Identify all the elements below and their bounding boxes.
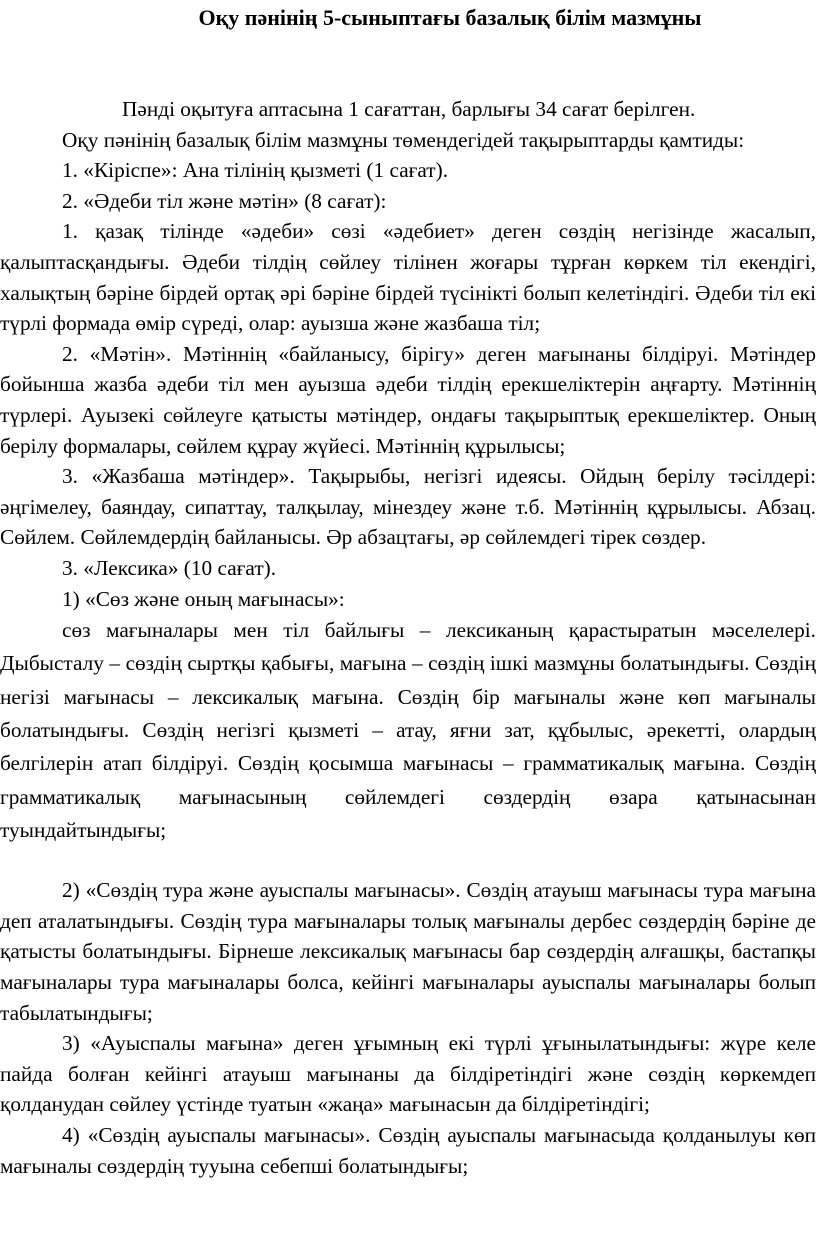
section-2-item-1: 1. қазақ тілінде «әдеби» сөзі «әдебиет» деген сөздің негізінде жасалып, қалыптасқандығы. Әдеби тілдің сөйлеу тілінен жоғары тұрған көркем тіл екендігі, халықтың бәріне бірдей ортақ әрі бәріне бірдей түсінікті болып келетіндігі. Әдеби тіл екі түрлі формада өмір сүреді, олар: ауызша және жазбаша тіл; [0, 219, 816, 336]
section-3-item-3: 3) «Ауыспалы мағына» деген ұғымның екі түрлі ұғынылатындығы: жүре келе пайда болған кейінгі атауыш мағынаны да білдіретіндігі және сөздің көркемдеп қолданудан сөйлеу үстінде туатын «жаңа» мағынасын да білдіретіндігі; [0, 1031, 816, 1117]
paragraph-intro: Пәнді оқытуға аптасына 1 сағаттан, барлығы 34 сағат берілген. [122, 97, 696, 121]
section-1-heading: 1. «Кіріспе»: Ана тілінің қызметі (1 сағат). [62, 158, 449, 183]
section-3-item-2: 2) «Сөздің тура және ауыспалы мағынасы». Сөздің атауыш мағынасы тура мағына деп аталатындығы. Сөздің тура мағыналары толық мағыналы дербес сөздердің бәріне де қатысты болатындығы. Бірнеше лексикалық мағынасы бар сөздердің алғашқы, бастапқы мағыналары тура мағыналары болса, кейінгі мағыналары ауыспалы мағыналары болып табылатындығы; [0, 878, 816, 1025]
section-2-item-2: 2. «Мәтін». Мәтіннің «байланысу, бірігу» деген мағынаны білдіруі. Мәтіндер бойынша жазба әдеби тіл мен ауызша әдеби тілдің ерекшеліктерін аңғарту. Мәтіннің түрлері. Ауызекі сөйлеуге қатысты мәтіндер, ондағы тақырыптық ерекшеліктер. Оның берілу формалары, сөйлем құрау жүйесі. Мәтіннің құрылысы; [0, 341, 816, 458]
section-3-item-1-body: сөз мағыналары мен тіл байлығы – лексиканың қарастыратын мәселелері. Дыбысталу – сөздің сыртқы қабығы, мағына – сөздің ішкі мазмұны болатындығы. Сөздің негізі мағынасы – лексикалық мағына. Сөздің бір мағыналы және көп мағыналы болатындығы. Сөздің негізгі қызметі – атау, яғни зат, құбылыс, әрекетті, олардың белгілерін атап білдіруі. Сөздің қосымша мағынасы – грамматикалық мағына. Сөздің грамматикалық мағынасының сөйлемдегі сөздердің өзара қатынасынан туындайтындығы; [0, 618, 816, 842]
document-body [0, 94, 816, 1181]
section-2-heading: 2. «Әдеби тіл және мәтін» (8 сағат): [62, 188, 387, 213]
page-title: Оқу пәнінің 5-сыныптағы базалық білім мазмұны [198, 5, 702, 30]
section-3-item-1-heading: 1) «Сөз және оның мағынасы»: [62, 586, 345, 611]
section-3-heading: 3. «Лексика» (10 сағат). [62, 555, 277, 580]
paragraph-scope: Оқу пәнінің базалық білім мазмұны төмендегідей тақырыптарды қамтиды: [62, 127, 745, 152]
section-2-item-3: 3. «Жазбаша мәтіндер». Тақырыбы, негізгі идеясы. Ойдың берілу тәсілдері: әңгімелеу, баяндау, сипаттау, талқылау, мінездеу және т.б. Мәтіннің құрылысы. Абзац. Сөйлем. Сөйлемдердің байланысы. Әр абзацтағы, әр сөйлемдегі тірек сөздер. [0, 464, 816, 550]
section-3-item-4: 4) «Сөздің ауыспалы мағынасы». Сөздің ауыспалы мағынасыда қолданылуы көп мағыналы сөздердің тууына себепші болатындығы; [0, 1122, 816, 1178]
